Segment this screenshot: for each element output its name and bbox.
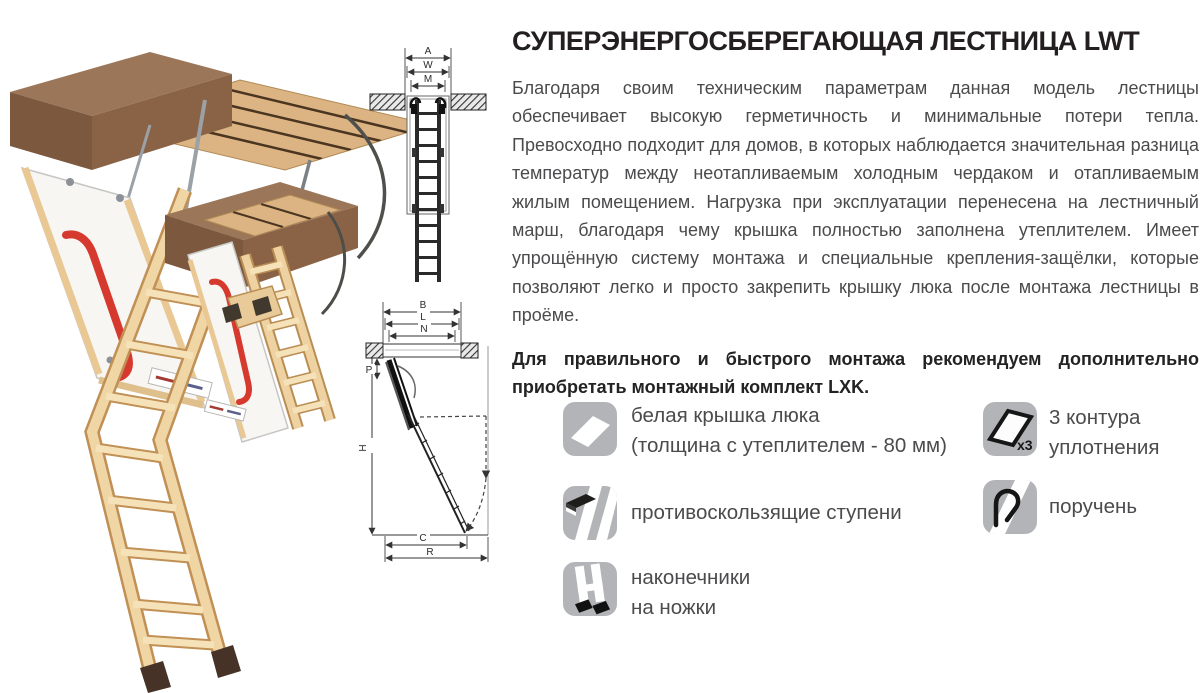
dim-label-r: R <box>426 547 434 558</box>
anti-slip-steps-icon <box>563 486 617 540</box>
front-view-dimension-diagram <box>366 42 496 287</box>
dim-label-w: W <box>423 60 433 71</box>
montage-recommendation: Для правильного и быстрого монтажа рекомендуем дополнительно приобретать монтажный комплект LXK. <box>512 349 1199 397</box>
dim-label-h: H <box>358 444 369 452</box>
dim-label-l: L <box>420 312 426 323</box>
feature-label: 3 контура уплотнения <box>1049 406 1160 459</box>
product-description: Благодаря своим техническим параметрам данная модель лестницы обеспечивает высокую герметичность и минимальные потери тепла. Превосходно подходит для домов, в которых наблюдается значительная разница температур между неотапливаемым холодным чердаком и отапливаемым жилым помещением. Нагрузка при эксплуатации перенесена на лестничный марш, благодаря чему крышка полностью заполнена утеплителем. Имеет упрощённую систему монтажа и специальные крепления-защёлки, которые позволяют легко и просто закрепить крышку люка после монтажа лестницы в проёме. <box>512 78 1199 326</box>
feet-caps-icon <box>563 562 617 616</box>
dim-label-n: N <box>420 324 428 335</box>
dim-label-c: C <box>419 533 427 544</box>
opening-frame-box <box>10 52 232 170</box>
feature-label: противоскользящие ступени <box>631 501 902 524</box>
feature-label: наконечники на ножки <box>631 566 751 619</box>
feature-label: поручень <box>1049 495 1138 518</box>
side-view-dimension-diagram <box>356 292 506 572</box>
dim-label-p: P <box>365 365 373 376</box>
white-hatch-lid-icon <box>563 402 617 456</box>
handrail-icon <box>983 480 1037 534</box>
seal-count-badge: x3 <box>1017 437 1033 453</box>
feature-label: белая крышка люка (толщина с утеплителем - 80 мм) <box>631 404 947 457</box>
seal-contours-icon <box>983 402 1037 456</box>
page-title: СУПЕРЭНЕРГОСБЕРЕГАЮЩАЯ ЛЕСТНИЦА LWT <box>512 26 1140 57</box>
dim-label-b: B <box>419 300 427 311</box>
dim-label-m: M <box>423 74 433 85</box>
dim-label-a: A <box>424 46 432 57</box>
